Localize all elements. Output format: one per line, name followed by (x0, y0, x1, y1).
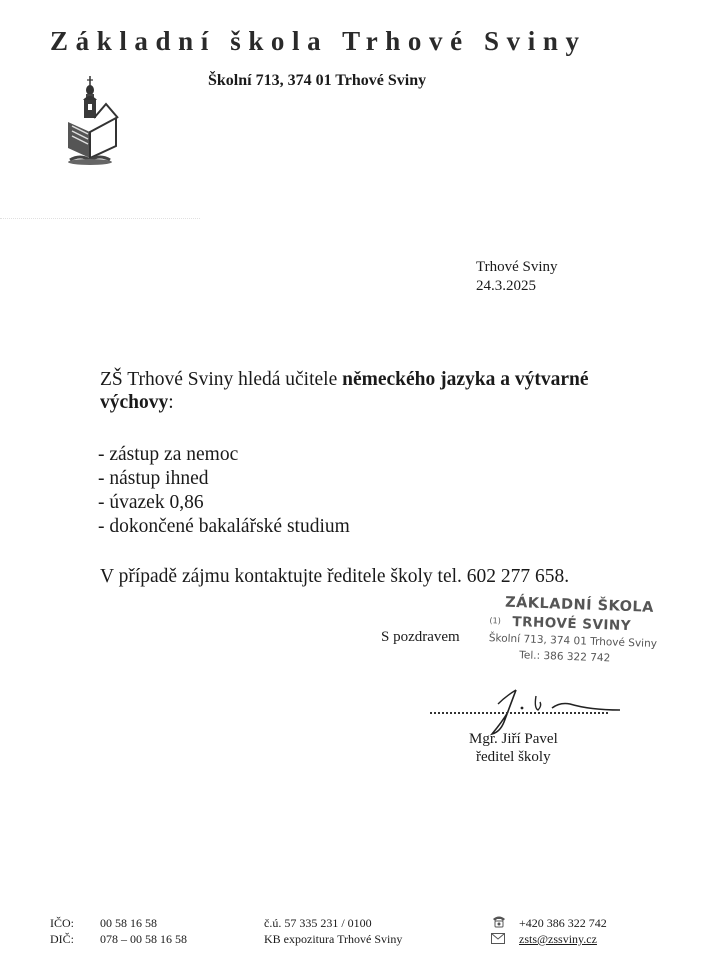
telephone-icon (492, 915, 506, 928)
dic-label: DIČ: (50, 932, 74, 946)
intro-suffix: : (168, 392, 174, 413)
intro-prefix: ZŠ Trhové Sviny hledá učitele (100, 369, 343, 390)
bank-account: č.ú. 57 335 231 / 0100 (264, 916, 372, 930)
intro-subjects-line1: německého jazyka a výtvarné (342, 369, 589, 390)
signature-line (430, 712, 608, 714)
divider (0, 218, 200, 219)
school-name-heading: Základní škola Trhové Sviny (50, 26, 587, 56)
condition-item: - zástup za nemoc (98, 444, 239, 465)
conditions-list (98, 443, 350, 539)
date: 24.3.2025 (476, 278, 536, 294)
bank-branch: KB expozitura Trhové Sviny (264, 932, 403, 946)
condition-item: - úvazek 0,86 (98, 492, 204, 513)
ico-value: 00 58 16 58 (100, 916, 157, 930)
stamp-number: (1) (489, 616, 501, 626)
ico-label: IČO: (50, 916, 74, 930)
intro-subjects-line2: výchovy (100, 392, 169, 413)
greeting: S pozdravem (381, 629, 460, 645)
stamp-line4: Tel.: 386 322 742 (519, 649, 611, 665)
handwritten-signature (480, 686, 630, 736)
school-logo-tower-book-icon (62, 74, 124, 166)
intro-line2 (100, 392, 174, 414)
footer-email-link[interactable]: zsts@zssviny.cz (519, 932, 597, 946)
condition-item: - nástup ihned (98, 468, 209, 489)
stamp-line3: Školní 713, 374 01 Trhové Sviny (488, 632, 658, 651)
signer-role: ředitel školy (476, 749, 551, 765)
school-stamp (485, 594, 658, 676)
place: Trhové Sviny (476, 259, 558, 275)
dic-value: 078 – 00 58 16 58 (100, 932, 187, 946)
envelope-icon (491, 933, 505, 944)
stamp-line2: TRHOVÉ SVINY (512, 613, 632, 635)
school-address: Školní 713, 374 01 Trhové Sviny (208, 72, 427, 89)
signer-name: Mgr. Jiří Pavel (469, 731, 558, 747)
contact-sentence: V případě zájmu kontaktujte ředitele školy tel. 602 277 658. (100, 566, 570, 587)
stamp-line1: ZÁKLADNÍ ŠKOLA (504, 594, 655, 616)
condition-item: - dokončené bakalářské studium (98, 516, 350, 537)
place-date-block (476, 258, 558, 296)
intro-paragraph (100, 368, 660, 392)
footer-phone: +420 386 322 742 (519, 916, 607, 930)
